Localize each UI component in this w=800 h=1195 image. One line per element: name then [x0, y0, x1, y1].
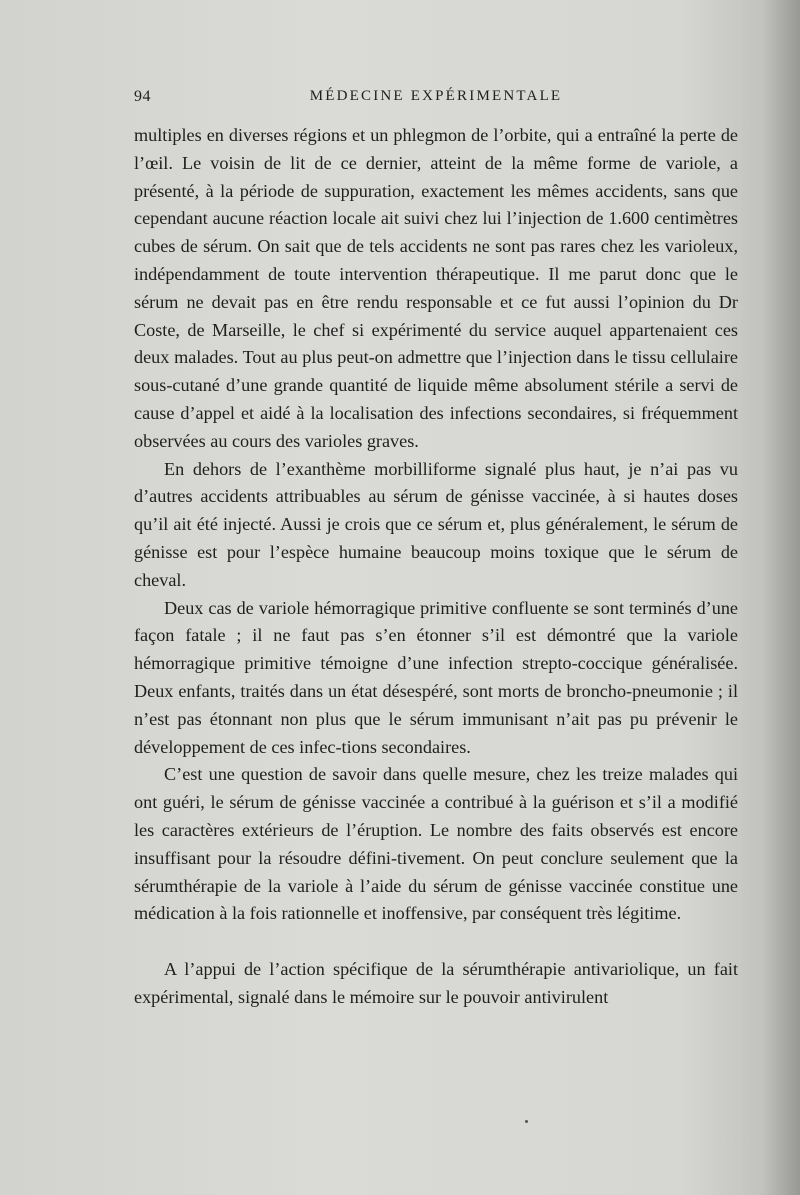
running-title: MÉDECINE EXPÉRIMENTALE: [309, 88, 563, 104]
paragraph-experimental-fact: A l’appui de l’action spécifique de la sérumthérapie antivariolique, un fait expérimental, signalé dans le mémoire sur le pouvoir antivirulent: [134, 959, 738, 1007]
running-header: [134, 86, 738, 110]
paragraph-hemorrhagic-cases: Deux cas de variole hémorragique primitive confluente se sont terminés d’une façon fatale ; il ne faut pas s’en étonner s’il est démontré que la variole hémorragique primitive témoigne d’une infection strepto-coccique généralisée. Deux enfants, traités dans un état désespéré, sont morts de broncho-pneumonie ; il n’est pas étonnant non plus que le sérum immunisant n’ait pas pu prévenir le développement de ces infec-tions secondaires.: [134, 597, 738, 757]
paragraph-continuation: multiples en diverses régions et un phlegmon de l’orbite, qui a entraîné la perte de l’œil. Le voisin de lit de ce dernier, atteint de la même forme de variole, a présenté, à la période de suppuration, exactement les mêmes accidents, sans que cependant aucune réaction locale ait suivi chez lui l’injection de 1.600 centimètres cubes de sérum. On sait que de tels accidents ne sont pas rares chez les varioleux, indépendamment de toute intervention thérapeutique. Il me parut donc que le sérum ne devait pas en être rendu responsable et ce fut aussi l’opinion du Dr Coste, de Marseille, le chef si expérimenté du service auquel appartenaient ces deux malades. Tout au plus peut-on admettre que l’injection dans le tissu cellulaire sous-cutané d’une grande quantité de liquide même absolument stérile a servi de cause d’appel et aidé à la localisation des infections secondaires, si fréquemment observées au cours des varioles graves.: [134, 125, 738, 451]
ink-speck: [525, 1120, 528, 1123]
paragraph-exanthem: En dehors de l’exanthème morbilliforme signalé plus haut, je n’ai pas vu d’autres accidents attribuables au sérum de génisse vaccinée, à si hautes doses qu’il ait été injecté. Aussi je crois que ce sérum et, plus généralement, le sérum de génisse est pour l’espèce humaine beaucoup moins toxique que le sérum de cheval.: [134, 458, 738, 590]
page-number: 94: [134, 88, 151, 105]
paragraph-recovery-question: C’est une question de savoir dans quelle mesure, chez les treize malades qui ont guéri, le sérum de génisse vaccinée a contribué à la guérison et s’il a modifié les caractères extérieurs de l’éruption. Le nombre des faits observés est encore insuffisant pour la résoudre défini-tivement. On peut conclure seulement que la sérumthérapie de la variole à l’aide du sérum de génisse vaccinée constitue une médication à la fois rationnelle et inoffensive, par conséquent très légitime.: [134, 764, 738, 924]
body-text: [134, 122, 738, 1012]
